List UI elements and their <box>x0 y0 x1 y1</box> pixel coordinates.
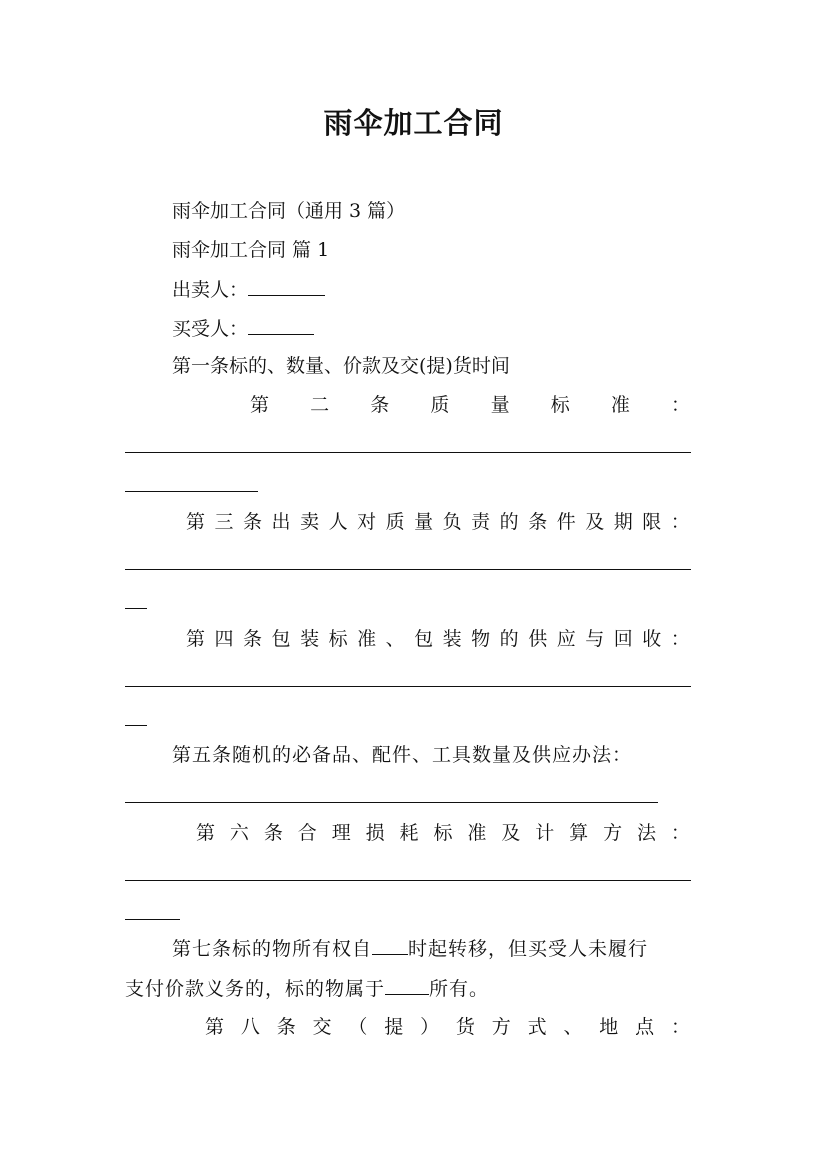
a8-char: 方 <box>491 1016 511 1038</box>
a2-char: 二 <box>310 394 330 416</box>
a8-char: ） <box>420 1016 440 1038</box>
a4-char: 、 <box>385 628 405 650</box>
article-6-blank-line-2 <box>125 919 180 920</box>
a8-char: 提 <box>384 1016 404 1038</box>
a6-char: 及 <box>501 822 521 844</box>
buyer-blank <box>248 318 314 335</box>
a6-char: 标 <box>433 822 453 844</box>
a3-char: 限 <box>642 511 662 533</box>
a8-char: ： <box>670 1016 690 1038</box>
a4-char: 标 <box>328 628 348 650</box>
a3-char: ： <box>670 511 690 533</box>
a4-char: 的 <box>499 628 519 650</box>
a3-char: 对 <box>357 511 377 533</box>
a3-char: 期 <box>613 511 633 533</box>
a2-char: ： <box>670 394 690 416</box>
a3-char: 件 <box>556 511 576 533</box>
a3-char: 责 <box>471 511 491 533</box>
a6-char: 计 <box>535 822 555 844</box>
a4-char: 包 <box>414 628 434 650</box>
subtitle-line: 雨伞加工合同 篇 1 <box>172 239 330 261</box>
a4-char: 供 <box>528 628 548 650</box>
a2-char: 标 <box>550 394 570 416</box>
a3-char: 质 <box>385 511 405 533</box>
a6-char: 法 <box>636 822 656 844</box>
a8-char: 交 <box>312 1016 332 1038</box>
a3-char: 卖 <box>300 511 320 533</box>
a6-char: 损 <box>365 822 385 844</box>
a4-char: 四 <box>214 628 234 650</box>
article-6-blank-line-1 <box>125 880 691 881</box>
a4-char: 回 <box>613 628 633 650</box>
a3-char: 出 <box>271 511 291 533</box>
a4-char: 条 <box>243 628 263 650</box>
article-3-blank-line-1 <box>125 569 691 570</box>
buyer-label: 买受人： <box>172 318 249 340</box>
a4-char: 包 <box>271 628 291 650</box>
a3-char: 的 <box>499 511 519 533</box>
document-title: 雨伞加工合同 <box>323 106 504 140</box>
a4-char: 第 <box>186 628 206 650</box>
seller-blank <box>248 279 325 296</box>
a2-char: 第 <box>250 394 270 416</box>
a6-char: 方 <box>603 822 623 844</box>
article-2-heading <box>250 393 690 417</box>
article-5: 第五条随机的必备品、配件、工具数量及供应办法： <box>172 744 633 766</box>
article-7-blank-2 <box>385 978 429 995</box>
a4-char: 物 <box>471 628 491 650</box>
article-7-text-b: 时起转移，但买受人未履行 <box>408 938 649 960</box>
seller-label: 出卖人： <box>172 279 249 301</box>
article-4-blank-line-1 <box>125 686 691 687</box>
a8-char: 点 <box>635 1016 655 1038</box>
article-7-text-a: 第七条标的物所有权自 <box>172 938 373 960</box>
a8-char: 、 <box>563 1016 583 1038</box>
a6-char: 算 <box>569 822 589 844</box>
article-1: 第一条标的、数量、价款及交(提)货时间 <box>172 355 510 377</box>
a6-char: 合 <box>297 822 317 844</box>
a2-char: 量 <box>490 394 510 416</box>
intro-line: 雨伞加工合同（通用 3 篇） <box>172 200 406 222</box>
a3-char: 条 <box>243 511 263 533</box>
a8-char: 条 <box>276 1016 296 1038</box>
article-2-blank-line-1 <box>125 452 691 453</box>
article-4-blank-line-2 <box>125 725 147 726</box>
a3-char: 量 <box>414 511 434 533</box>
a2-char: 准 <box>610 394 630 416</box>
a8-char: 货 <box>455 1016 475 1038</box>
a4-char: 准 <box>357 628 377 650</box>
a8-char: 八 <box>240 1016 260 1038</box>
a3-char: 及 <box>585 511 605 533</box>
a3-char: 第 <box>186 511 206 533</box>
article-8-heading <box>205 1015 690 1039</box>
a6-char: 准 <box>467 822 487 844</box>
a6-char: 条 <box>263 822 283 844</box>
a8-char: 式 <box>527 1016 547 1038</box>
article-6-heading <box>196 821 690 845</box>
a6-char: 第 <box>196 822 216 844</box>
article-4-heading <box>186 627 690 651</box>
article-7-blank-1 <box>372 938 408 955</box>
a3-char: 人 <box>328 511 348 533</box>
a6-char: 耗 <box>399 822 419 844</box>
article-7-text-d: 所有。 <box>429 978 490 1000</box>
a4-char: 装 <box>300 628 320 650</box>
article-3-blank-line-2 <box>125 608 147 609</box>
article-7-line-1 <box>172 937 648 961</box>
a6-char: ： <box>670 822 690 844</box>
a6-char: 理 <box>331 822 351 844</box>
a3-char: 条 <box>528 511 548 533</box>
article-2-blank-line-2 <box>125 491 258 492</box>
a2-char: 质 <box>430 394 450 416</box>
a4-char: 与 <box>585 628 605 650</box>
a4-char: 装 <box>442 628 462 650</box>
a2-char: 条 <box>370 394 390 416</box>
a4-char: 收 <box>642 628 662 650</box>
article-7-line-2 <box>125 977 489 1001</box>
a8-char: 第 <box>205 1016 225 1038</box>
a6-char: 六 <box>229 822 249 844</box>
article-5-blank-line <box>125 802 658 803</box>
buyer-line <box>172 317 314 341</box>
article-3-heading <box>186 510 690 534</box>
a8-char: 地 <box>599 1016 619 1038</box>
a4-char: ： <box>670 628 690 650</box>
a4-char: 应 <box>556 628 576 650</box>
a8-char: （ <box>348 1016 368 1038</box>
a3-char: 三 <box>214 511 234 533</box>
article-7-text-c: 支付价款义务的，标的物属于 <box>125 978 386 1000</box>
a3-char: 负 <box>442 511 462 533</box>
seller-line <box>172 278 325 302</box>
